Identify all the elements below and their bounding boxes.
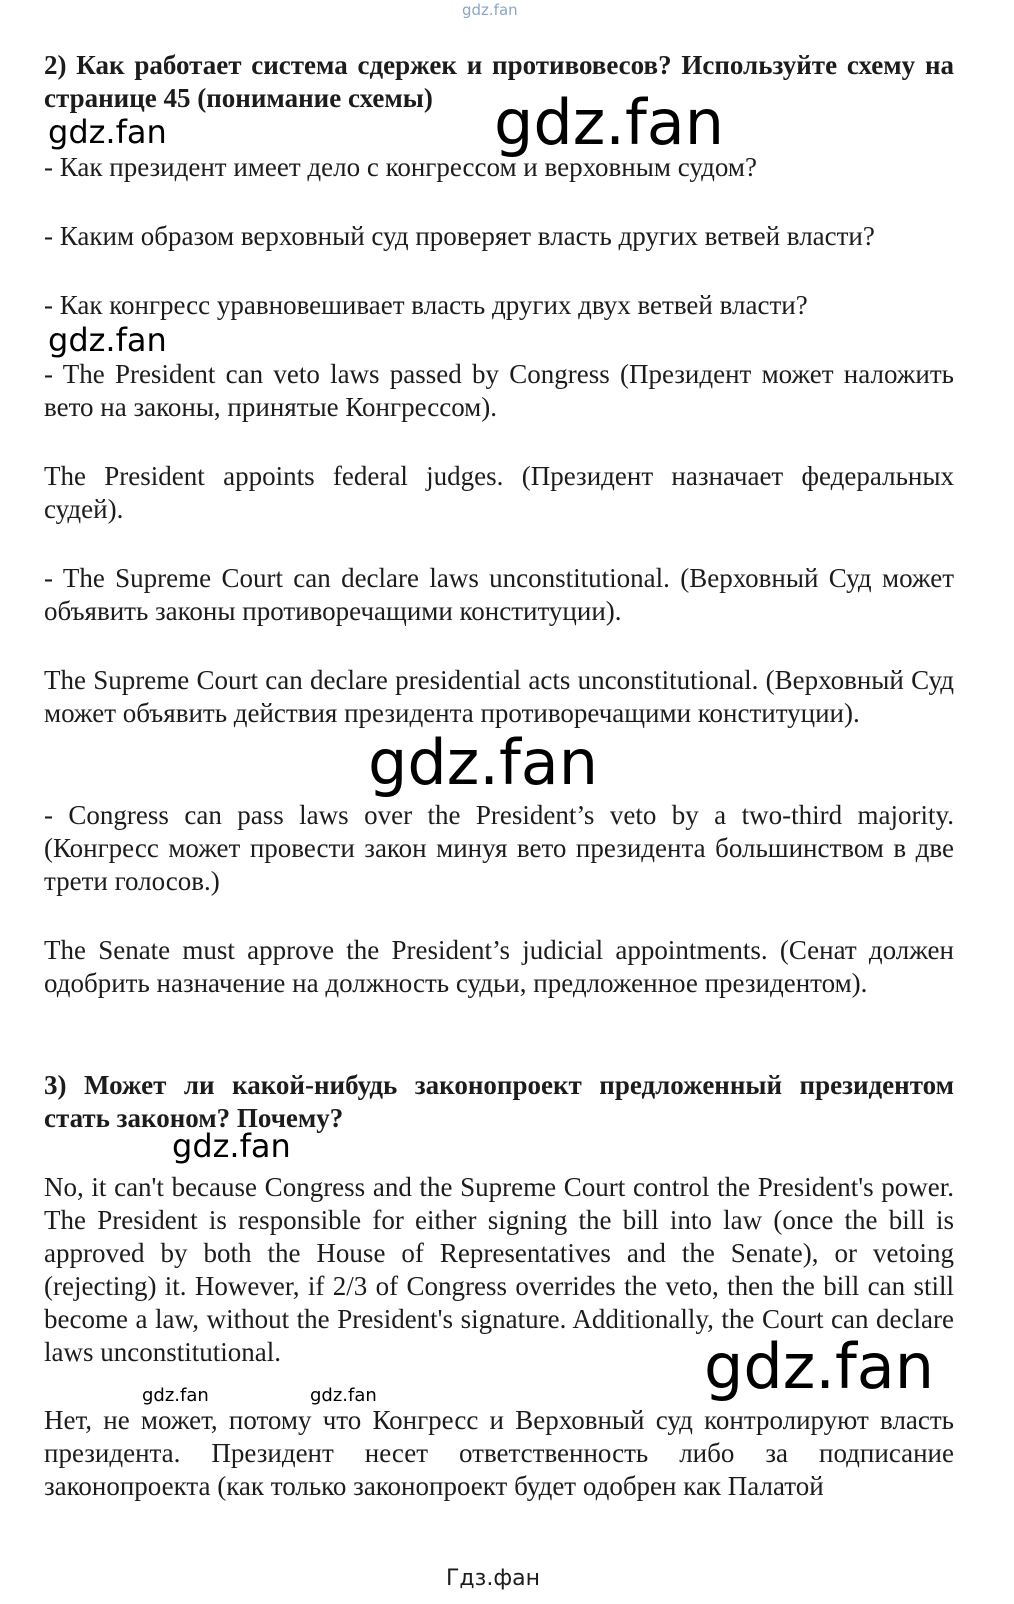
watermark-large: gdz.fan xyxy=(704,1330,935,1403)
answer-paragraph: - The President can veto laws passed by Congress (Президент может наложить вето на законы, принятые Конгрессом). xyxy=(44,359,954,422)
question-2: - Каким образом верховный суд проверяет власть других ветвей власти? xyxy=(44,221,875,251)
answer-paragraph: The President appoints federal judges. (Президент назначает федеральных судей). xyxy=(44,461,954,524)
answer-russian: Нет, не может, потому что Конгресс и Верховный суд контролируют власть президента. Президент несет ответственность либо за подписание законопроекта (как только законопроект будет одобрен как Палатой xyxy=(44,1405,954,1501)
answer-paragraph: - Congress can pass laws over the President’s veto by a two-third majority. (Конгресс может провести закон минуя вето президента большинством в две трети голосов.) xyxy=(44,800,954,896)
section3-heading: 3) Может ли какой-нибудь законопроект предложенный президентом стать законом? Почему? xyxy=(44,1070,954,1133)
watermark-small: gdz.fan xyxy=(310,1385,377,1406)
question-1: - Как президент имеет дело с конгрессом и верховным судом? xyxy=(44,152,757,182)
section2-heading: 2) Как работает система сдержек и противовесов? Используйте схему на странице 45 (понимание схемы) xyxy=(44,50,954,113)
watermark-top: gdz.fan xyxy=(462,1,518,19)
answer-paragraph: The Supreme Court can declare presidential acts unconstitutional. (Верховный Суд может объявить действия президента противоречащими конституции). xyxy=(44,665,954,728)
question-3: - Как конгресс уравновешивает власть других двух ветвей власти? xyxy=(44,290,808,320)
watermark-small: gdz.fan xyxy=(142,1385,209,1406)
watermark: gdz.fan xyxy=(172,1127,291,1165)
watermark-large: gdz.fan xyxy=(494,86,725,159)
watermark: gdz.fan xyxy=(48,113,167,151)
footer-label: Гдз.фан xyxy=(446,1566,540,1591)
answer-paragraph: The Senate must approve the President’s judicial appointments. (Сенат должен одобрить назначение на должность судьи, предложенное президентом). xyxy=(44,935,954,998)
watermark-large: gdz.fan xyxy=(368,726,599,799)
watermark: gdz.fan xyxy=(48,321,167,359)
answer-english: No, it can't because Congress and the Supreme Court control the President's power. The President is responsible for either signing the bill into law (once the bill is approved by both the House of Representatives and the Senate), or vetoing (rejecting) it. However, if 2/3 of Congress overrides the veto, then the bill can still become a law, without the President's signature. Additionally, the Court can declare laws unconstitutional. xyxy=(44,1172,954,1367)
answer-paragraph: - The Supreme Court can declare laws unconstitutional. (Верховный Суд может объявить законы противоречащими конституции). xyxy=(44,563,954,626)
